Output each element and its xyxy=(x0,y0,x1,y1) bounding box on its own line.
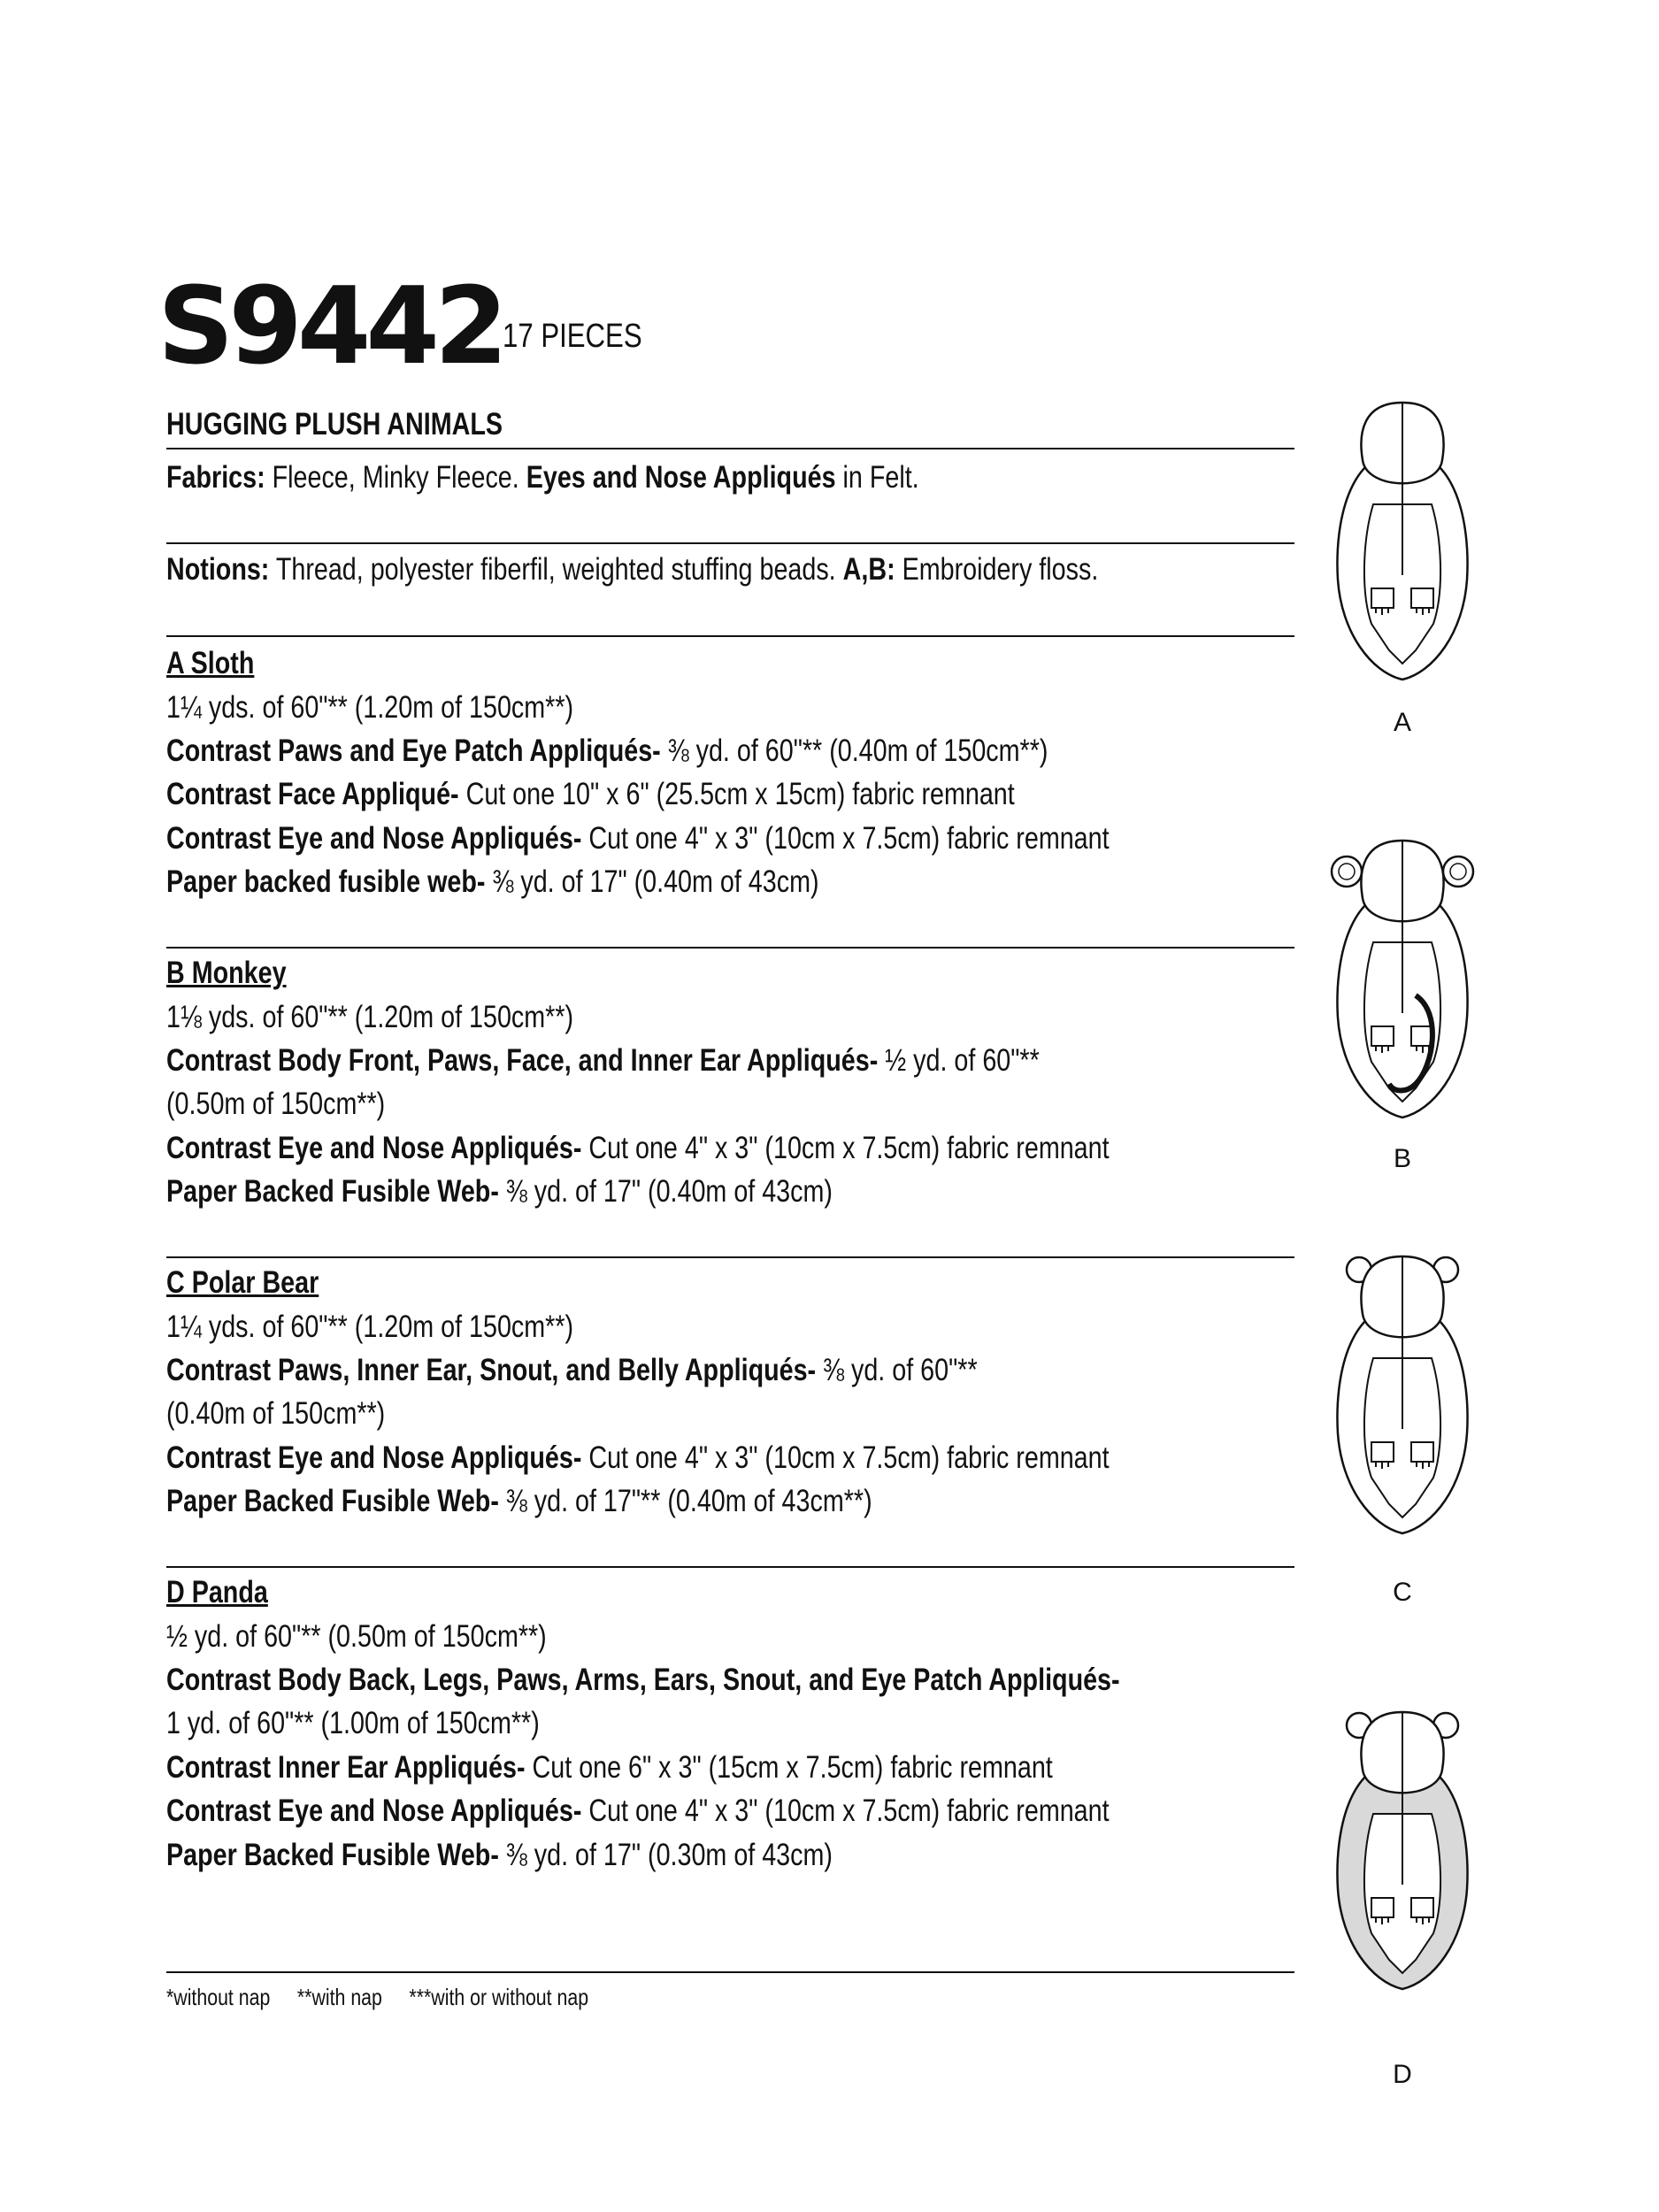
view-label: A xyxy=(1393,708,1411,737)
requirement-line xyxy=(166,1351,978,1390)
footnote: **with nap xyxy=(296,1984,382,2010)
requirement-text: Cut one 4" x 3" (10cm x 7.5cm) fabric remnant xyxy=(581,1131,1110,1165)
requirement-text: Cut one 6" x 3" (15cm x 7.5cm) fabric remnant xyxy=(525,1750,1053,1785)
requirement-line xyxy=(166,688,573,727)
requirement-text: ½ yd. of 60"** xyxy=(878,1043,1040,1078)
requirement-text: 1¼ yds. of 60"** (1.20m of 150cm**) xyxy=(166,1310,574,1344)
requirement-label: Contrast Eye and Nose Appliqués- xyxy=(166,1131,582,1165)
notions-line xyxy=(166,550,1098,589)
requirement-line xyxy=(166,732,1048,771)
footnote: *without nap xyxy=(166,1984,271,2010)
notions-text2: Embroidery floss. xyxy=(895,552,1099,587)
view-label: B xyxy=(1393,1144,1411,1173)
requirement-label: Paper Backed Fusible Web- xyxy=(166,1484,499,1518)
footnote: ***with or without nap xyxy=(409,1984,589,2010)
requirement-label: Paper Backed Fusible Web- xyxy=(166,1838,499,1872)
requirement-line xyxy=(166,1172,833,1211)
pattern-title: HUGGING PLUSH ANIMALS xyxy=(166,407,503,442)
requirement-line xyxy=(166,1792,1110,1831)
requirement-label: Contrast Eye and Nose Appliqués- xyxy=(166,1440,582,1475)
notions-text: Thread, polyester fiberfil, weighted stuffing beads. xyxy=(269,552,843,587)
requirement-text: Cut one 4" x 3" (10cm x 7.5cm) fabric remnant xyxy=(581,1440,1110,1475)
section-heading: A Sloth xyxy=(166,646,255,680)
requirement-line xyxy=(166,1129,1110,1168)
requirement-text: ⅜ yd. of 17" (0.30m of 43cm) xyxy=(498,1838,833,1872)
requirement-line xyxy=(166,1439,1110,1478)
fabrics-bold: Eyes and Nose Appliqués xyxy=(526,460,836,495)
requirement-text: (0.50m of 150cm**) xyxy=(166,1087,386,1121)
requirement-label: Contrast Inner Ear Appliqués- xyxy=(166,1750,526,1785)
requirement-line xyxy=(166,1308,573,1347)
requirement-text: ½ yd. of 60"** (0.50m of 150cm**) xyxy=(166,1619,547,1654)
requirement-label: Paper backed fusible web- xyxy=(166,864,486,899)
requirement-line xyxy=(166,863,819,902)
fabrics-line xyxy=(166,458,919,497)
requirement-text: ⅜ yd. of 60"** xyxy=(816,1353,978,1387)
view-b-illustration xyxy=(1327,836,1478,1128)
divider xyxy=(166,448,1294,449)
requirement-line xyxy=(166,1836,833,1875)
requirement-line xyxy=(166,775,1015,814)
requirement-label: Paper Backed Fusible Web- xyxy=(166,1174,499,1209)
requirement-line xyxy=(166,1085,385,1124)
pattern-number: S9442 xyxy=(157,265,503,388)
requirement-line xyxy=(166,1394,385,1433)
requirement-text: 1 yd. of 60"** (1.00m of 150cm**) xyxy=(166,1706,540,1740)
requirement-line xyxy=(166,1041,1040,1080)
requirement-label: Contrast Paws and Eye Patch Appliqués- xyxy=(166,733,661,768)
requirement-text: Cut one 4" x 3" (10cm x 7.5cm) fabric remnant xyxy=(581,821,1110,856)
requirement-line xyxy=(166,1661,1120,1700)
requirement-text: Cut one 10" x 6" (25.5cm x 15cm) fabric remnant xyxy=(458,777,1015,811)
view-d-illustration xyxy=(1327,1708,1478,2000)
notions-label: Notions: xyxy=(166,552,270,587)
requirement-line xyxy=(166,1748,1053,1787)
divider xyxy=(166,1971,1294,1973)
requirement-text: Cut one 4" x 3" (10cm x 7.5cm) fabric remnant xyxy=(581,1793,1110,1828)
requirement-label: Contrast Body Front, Paws, Face, and Inner Ear Appliqués- xyxy=(166,1043,879,1078)
divider xyxy=(166,1566,1294,1568)
requirement-text: 1¼ yds. of 60"** (1.20m of 150cm**) xyxy=(166,690,574,725)
section-heading: B Monkey xyxy=(166,956,287,990)
requirement-text: (0.40m of 150cm**) xyxy=(166,1396,386,1431)
view-label: C xyxy=(1393,1578,1412,1607)
requirement-text: ⅜ yd. of 60"** (0.40m of 150cm**) xyxy=(660,733,1048,768)
requirement-label: Contrast Paws, Inner Ear, Snout, and Belly Appliqués- xyxy=(166,1353,817,1387)
requirement-line xyxy=(166,1704,540,1743)
requirement-label: Contrast Eye and Nose Appliqués- xyxy=(166,821,582,856)
requirement-line xyxy=(166,1482,872,1521)
divider xyxy=(166,542,1294,544)
section-heading: D Panda xyxy=(166,1575,268,1609)
divider xyxy=(166,635,1294,637)
requirement-label: Contrast Face Appliqué- xyxy=(166,777,459,811)
fabrics-text2: in Felt. xyxy=(835,460,919,495)
fabrics-label: Fabrics: xyxy=(166,460,265,495)
requirement-line xyxy=(166,819,1110,858)
requirement-line xyxy=(166,998,573,1037)
divider xyxy=(166,1256,1294,1258)
requirement-text: ⅜ yd. of 17"** (0.40m of 43cm**) xyxy=(498,1484,872,1518)
footnotes xyxy=(166,1984,611,2011)
section-heading: C Polar Bear xyxy=(166,1265,319,1300)
requirement-label: Contrast Body Back, Legs, Paws, Arms, Ears, Snout, and Eye Patch Appliqués- xyxy=(166,1663,1120,1697)
divider xyxy=(166,947,1294,949)
view-label: D xyxy=(1393,2060,1412,2089)
requirement-text: ⅜ yd. of 17" (0.40m of 43cm) xyxy=(485,864,819,899)
view-a-illustration xyxy=(1327,398,1478,690)
piece-count: 17 PIECES xyxy=(503,318,642,355)
view-c-illustration xyxy=(1327,1252,1478,1544)
requirement-label: Contrast Eye and Nose Appliqués- xyxy=(166,1793,582,1828)
notions-bold: A,B: xyxy=(842,552,895,587)
requirement-text: ⅜ yd. of 17" (0.40m of 43cm) xyxy=(498,1174,833,1209)
fabrics-text: Fleece, Minky Fleece. xyxy=(265,460,526,495)
requirement-text: 1⅛ yds. of 60"** (1.20m of 150cm**) xyxy=(166,1000,574,1034)
requirement-line xyxy=(166,1617,547,1656)
